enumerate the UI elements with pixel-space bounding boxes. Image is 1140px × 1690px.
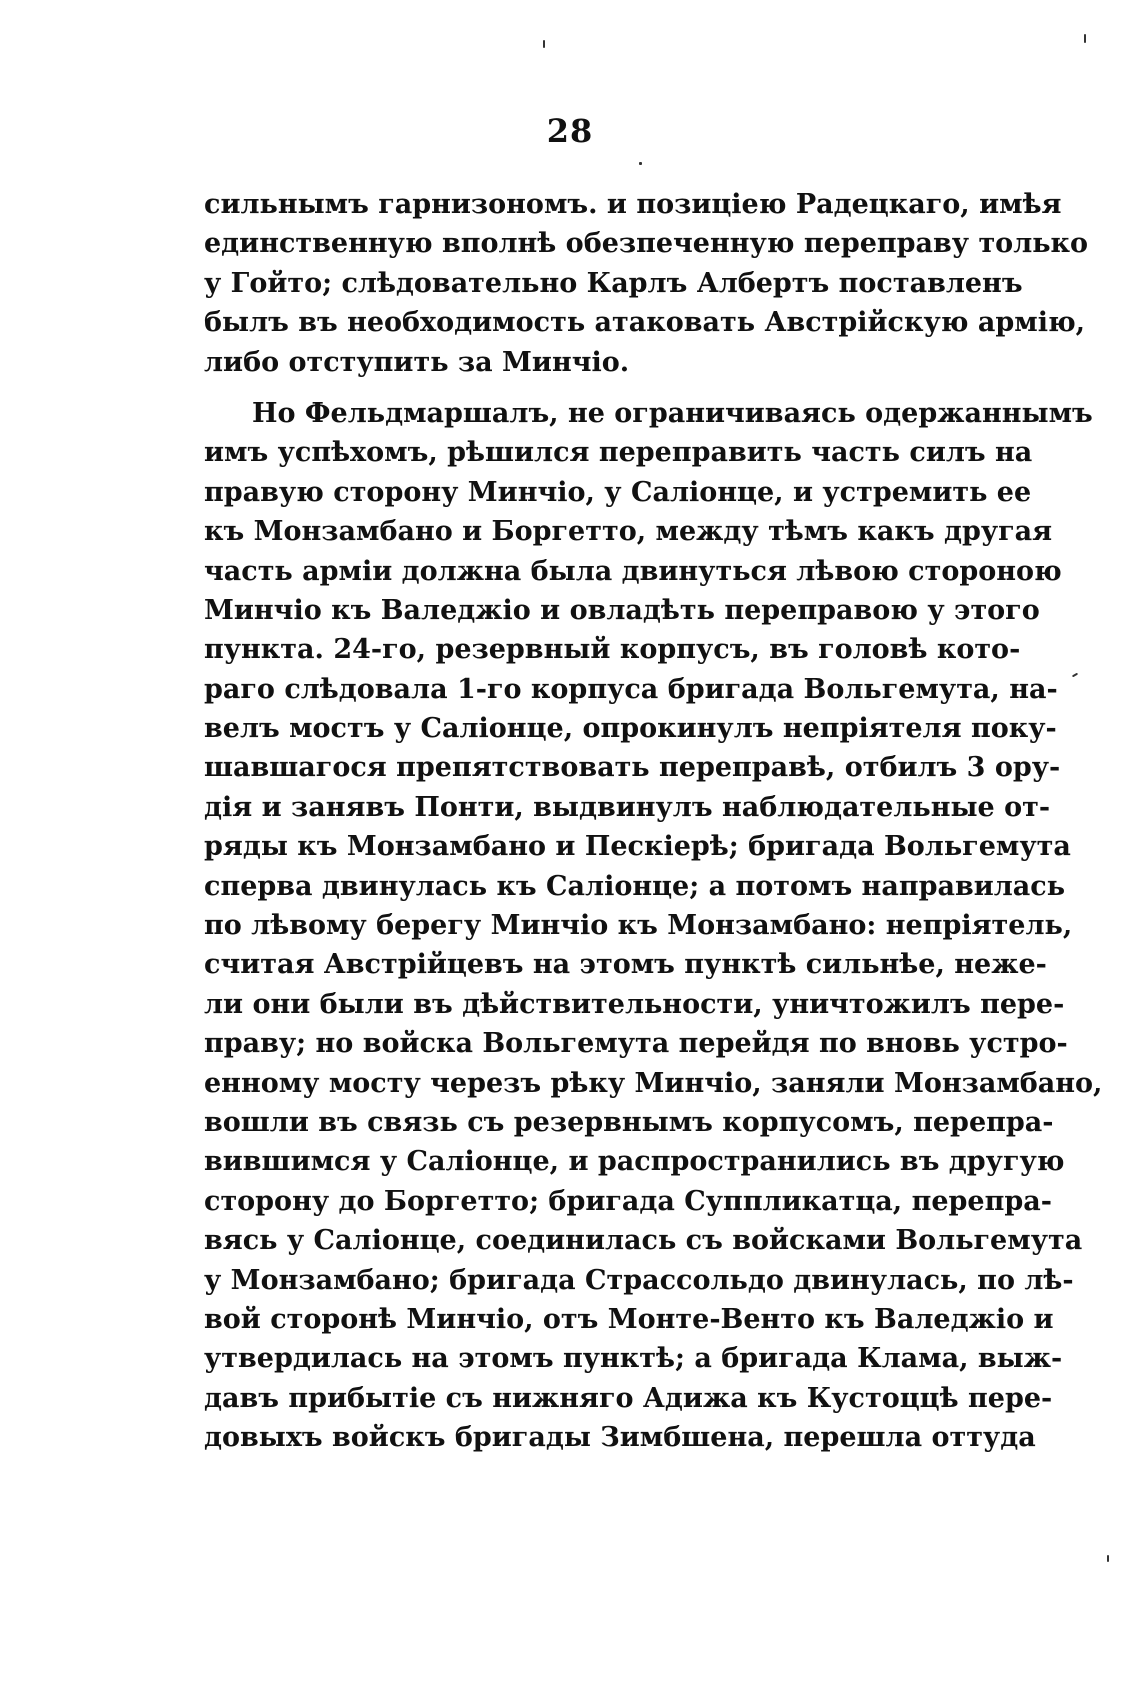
- text-line: вясь у Салiонце, соединилась съ войсками Вольгемута: [204, 1225, 1083, 1257]
- text-line: дiя и занявъ Понти, выдвинулъ наблюдательные от-: [204, 791, 1051, 823]
- text-line: Минчiо къ Валеджiо и овладѣть переправою у этого: [204, 594, 1040, 626]
- text-line: ли они были въ дѣйствительности, уничтожилъ пере-: [204, 988, 1065, 1020]
- text-line: имъ успѣхомъ, рѣшился переправить часть силъ на: [204, 437, 1033, 469]
- body-text: [204, 185, 1103, 1458]
- text-line: утвердилась на этомъ пунктѣ; а бригада Клама, выж-: [204, 1343, 1063, 1375]
- text-line: либо отступить за Минчiо.: [204, 346, 630, 378]
- page-number: 28: [546, 112, 594, 150]
- text-line: часть армiи должна была двинуться лѣвою стороною: [204, 555, 1062, 587]
- scan-speck: [543, 40, 545, 48]
- text-line: по лѣвому берегу Минчiо къ Монзамбано: непрiятель,: [204, 910, 1073, 942]
- text-line: шавшагося препятствовать переправѣ, отбилъ 3 ору-: [204, 752, 1061, 784]
- paragraph-gap: [204, 382, 989, 394]
- text-line: у Монзамбано; бригада Страссольдо двинулась, по лѣ-: [204, 1264, 1074, 1296]
- text-line: правую сторону Минчiо, у Салiонце, и устремить ее: [204, 476, 1032, 508]
- text-line: вой сторонѣ Минчiо, отъ Монте-Венто къ Валеджiо и: [204, 1303, 1054, 1335]
- scan-speck: [1072, 673, 1078, 678]
- text-line: ряды къ Монзамбано и Пескiерѣ; бригада Вольгемута: [204, 831, 1071, 863]
- text-line: единственную вполнѣ обезпеченную переправу только: [204, 228, 1089, 260]
- text-line: былъ въ необходимость атаковать Австрiйскую армiю,: [204, 307, 1086, 339]
- text-line: раго слѣдовала 1-го корпуса бригада Вольгемута, на-: [204, 673, 1058, 705]
- text-line: къ Монзамбано и Боргетто, между тѣмъ какъ другая: [204, 516, 1053, 548]
- text-line: велъ мостъ у Салiонце, опрокинулъ непрiятеля поку-: [204, 713, 1057, 745]
- text-line: вошли въ связь съ резервнымъ корпусомъ, перепра-: [204, 1106, 1054, 1138]
- text-line: давъ прибытiе съ нижняго Адижа къ Кустоццѣ пере-: [204, 1382, 1053, 1414]
- text-line: енному мосту черезъ рѣку Минчiо, заняли Монзамбано,: [204, 1067, 1103, 1099]
- text-line: у Гойто; слѣдовательно Карлъ Албертъ поставленъ: [204, 267, 1023, 299]
- text-line: сильнымъ гарнизономъ. и позицiею Радецкаго, имѣя: [204, 189, 1062, 220]
- scan-speck: [1107, 1555, 1109, 1562]
- text-line: праву; но войска Вольгемута перейдя по вновь устро-: [204, 1028, 1068, 1060]
- text-line: сперва двинулась къ Салiонце; а потомъ направилась: [204, 870, 1066, 902]
- scan-speck: [639, 162, 642, 165]
- text-line: довыхъ войскъ бригады Зимбшена, перешла оттуда: [204, 1422, 1036, 1454]
- text-line: пункта. 24-го, резервный корпусъ, въ головѣ кото-: [204, 634, 1021, 666]
- text-line: сторону до Боргетто; бригада Суппликатца, перепра-: [204, 1185, 1052, 1217]
- paragraph-2: [204, 394, 1103, 1458]
- paragraph-1: [204, 185, 1089, 382]
- text-line: вившимся у Салiонце, и распространились въ другую: [204, 1146, 1065, 1178]
- text-line: считая Австрiйцевъ на этомъ пунктѣ сильнѣе, неже-: [204, 949, 1047, 981]
- scan-speck: [1084, 34, 1086, 43]
- text-line: Но Фельдмаршалъ, не ограничиваясь одержаннымъ: [252, 397, 1093, 429]
